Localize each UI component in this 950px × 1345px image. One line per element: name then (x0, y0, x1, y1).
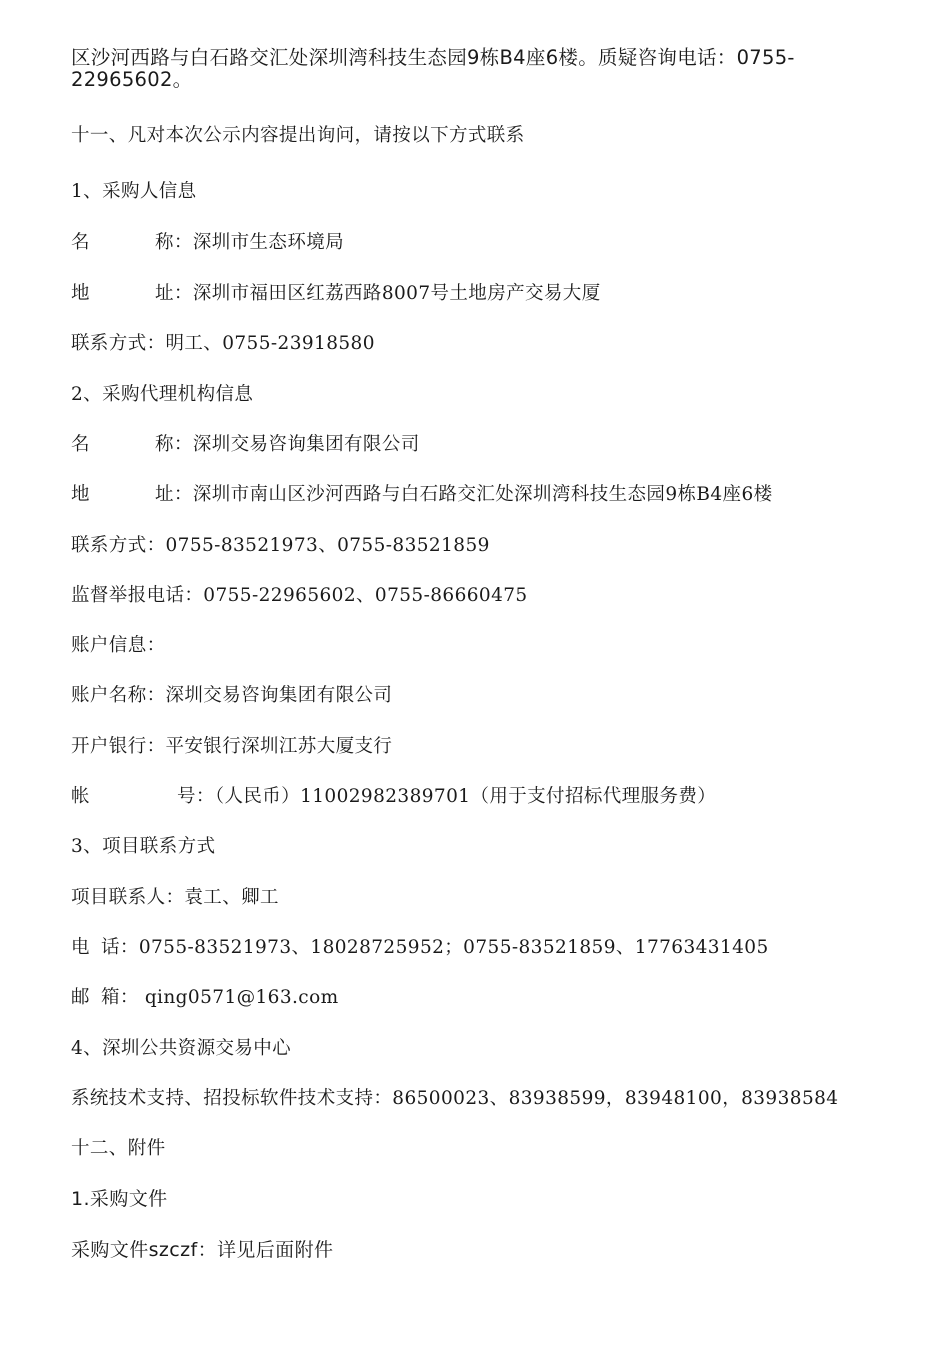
purchaser-name-row (71, 231, 344, 255)
project-contacts: 项目联系人：袁工、卿工 (71, 887, 279, 908)
account-number-row (71, 785, 716, 809)
field-label: 地 (71, 283, 90, 304)
field-label: 址： (155, 283, 193, 304)
purchaser-contact: 联系方式：明工、0755-23918580 (71, 333, 375, 354)
field-label: 号： (177, 786, 215, 807)
attachment-item-1-detail: 采购文件szczf：详见后面附件 (71, 1239, 334, 1261)
project-email: qing0571@163.com (144, 987, 339, 1008)
intro-line-2: 22965602。 (71, 68, 193, 91)
field-label: 帐 (71, 786, 90, 807)
agency-name-row (71, 433, 420, 457)
bank-name: 开户银行：平安银行深圳江苏大厦支行 (71, 736, 393, 757)
field-label: 称： (155, 434, 193, 455)
section-11-title: 十一、凡对本次公示内容提出询问，请按以下方式联系 (71, 125, 525, 146)
field-label: 话： (101, 937, 139, 958)
agency-address: 深圳市南山区沙河西路与白石路交汇处深圳湾科技生态园9栋B4座6楼 (192, 484, 773, 505)
purchaser-heading: 1、采购人信息 (71, 181, 197, 202)
project-phone-row (71, 936, 769, 960)
center-heading: 4、深圳公共资源交易中心 (71, 1038, 292, 1059)
center-support: 系统技术支持、招投标软件技术支持：86500023、83938599，83948100，83938584 (71, 1088, 839, 1109)
field-label: 址： (155, 484, 193, 505)
field-label: 电 (71, 937, 90, 958)
account-number: （人民币）11002982389701（用于支付招标代理服务费） (214, 786, 717, 807)
field-label: 箱： (101, 987, 139, 1008)
supervise-phone: 监督举报电话：0755-22965602、0755-86660475 (71, 585, 528, 606)
agency-address-row (71, 483, 773, 507)
account-name: 账户名称：深圳交易咨询集团有限公司 (71, 685, 393, 706)
agency-contact: 联系方式：0755-83521973、0755-83521859 (71, 535, 490, 556)
project-heading: 3、项目联系方式 (71, 836, 216, 857)
agency-name: 深圳交易咨询集团有限公司 (192, 434, 420, 455)
agency-heading: 2、采购代理机构信息 (71, 384, 254, 405)
field-label: 称： (155, 232, 193, 253)
field-label: 名 (71, 232, 90, 253)
account-heading: 账户信息： (71, 635, 166, 656)
section-12-title: 十二、附件 (71, 1138, 166, 1159)
intro-line-1: 区沙河西路与白石路交汇处深圳湾科技生态园9栋B4座6楼。质疑咨询电话：0755- (71, 46, 795, 69)
field-label: 名 (71, 434, 90, 455)
purchaser-address: 深圳市福田区红荔西路8007号土地房产交易大厦 (192, 283, 601, 304)
project-phones: 0755-83521973、18028725952；0755-83521859、17763431405 (138, 937, 769, 958)
project-email-row (71, 986, 339, 1010)
field-label: 地 (71, 484, 90, 505)
purchaser-address-row (71, 282, 601, 306)
purchaser-name: 深圳市生态环境局 (192, 232, 345, 253)
field-label: 邮 (71, 987, 90, 1008)
attachment-item-1: 1.采购文件 (71, 1188, 168, 1210)
